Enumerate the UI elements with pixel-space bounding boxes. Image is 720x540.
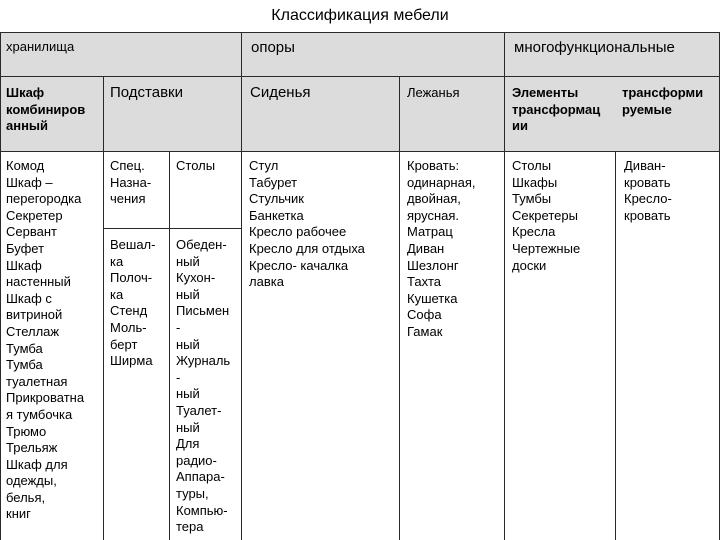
header-supports: опоры <box>251 39 295 56</box>
table-border-top <box>0 32 720 33</box>
col-divider-stands <box>103 76 104 540</box>
storage-items-list: Комод Шкаф – перегородка Секретер Сервант Буфет Шкаф настенный Шкаф с витриной Стеллаж Тумба Тумба туалетная Прикроватна я тумбочка Трюмо Трельяж Шкаф для одежды, белья, книг <box>6 158 85 522</box>
subheader-loungers: Лежанья <box>407 85 460 100</box>
transformable-items-list: Диван- кровать Кресло- кровать <box>624 158 672 223</box>
tables-label: Столы <box>176 158 216 173</box>
subheader-transformable: трансформи руемые <box>622 85 704 117</box>
col-divider-supports <box>504 32 505 540</box>
transform-items-list: Столы Шкафы Тумбы Секретеры Кресла Чертежные доски <box>512 158 581 273</box>
subheader-stands: Подставки <box>110 84 184 101</box>
stands-divider <box>103 228 241 229</box>
special-purpose-list: Спец. Назна- чения <box>110 158 152 207</box>
col-divider-storage <box>241 32 242 540</box>
lounger-items-list: Кровать: одинарная, двойная, ярусная. Матрац Диван Шезлонг Тахта Кушетка Софа Гамак <box>407 158 476 339</box>
table-border-left <box>0 32 1 540</box>
header-multifunctional: многофункциональные <box>514 39 675 56</box>
table-types-list: Обеден- ный Кухон- ный Письмен - ный Журналь - ный Туалет- ный Для радио- Аппара- туры, Компью- тера <box>176 237 231 535</box>
header-storage: хранилища <box>6 39 75 54</box>
subheader-seats: Сиденья <box>250 84 311 101</box>
subheader-transform-elements: Элементы трансформац ии <box>512 85 601 134</box>
classification-table <box>0 32 720 540</box>
subheader-row-bg <box>0 76 720 152</box>
hangers-list: Вешал- ка Полоч- ка Стенд Моль- берт Ширма <box>110 237 156 369</box>
header-divider <box>0 76 720 77</box>
col-divider-loungers <box>399 76 400 540</box>
subheader-combined-cabinet: Шкаф комбиниров анный <box>6 85 86 134</box>
seat-items-list: Стул Табурет Стульчик Банкетка Кресло рабочее Кресло для отдыха Кресло- качалка лавка <box>249 158 365 290</box>
page-title: Классификация мебели <box>271 7 449 24</box>
col-divider-stands-inner <box>169 151 170 540</box>
subheader-divider <box>0 151 720 152</box>
col-divider-transform <box>615 151 616 540</box>
